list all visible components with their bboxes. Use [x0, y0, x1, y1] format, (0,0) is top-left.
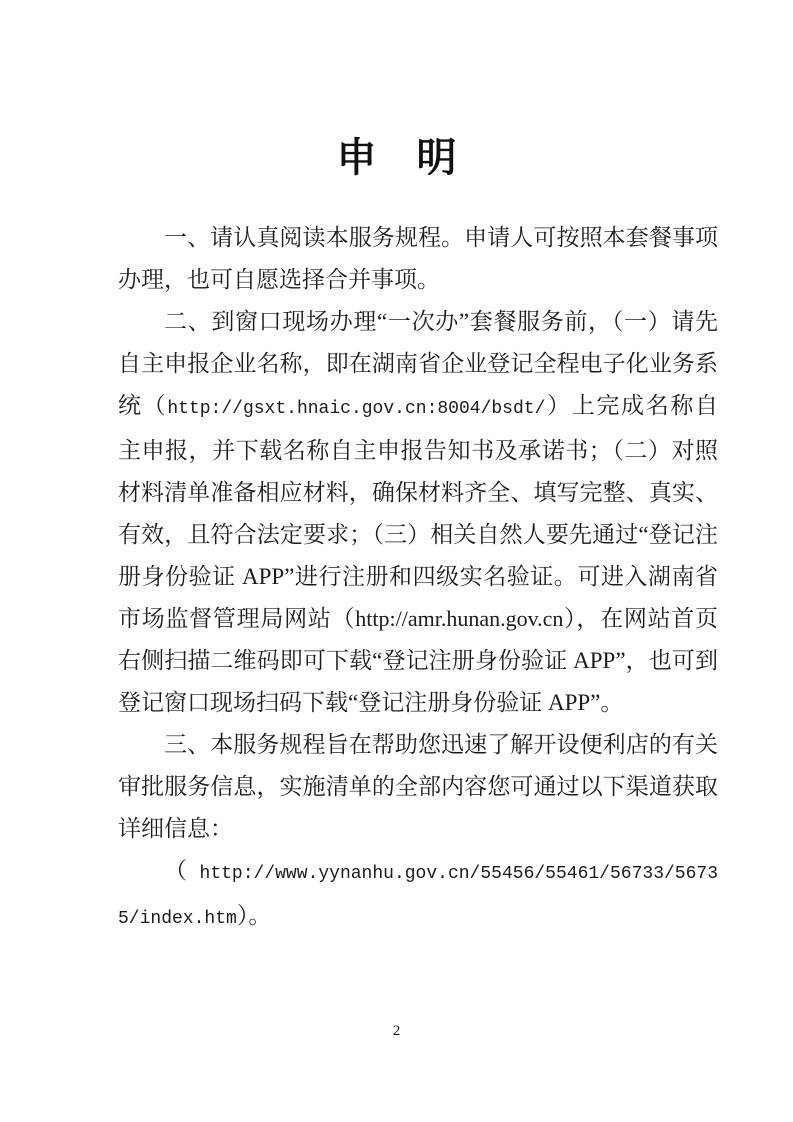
url-text: http://www.yynanhu.gov.cn/55456/55461/56733/56735/index.htm: [118, 864, 718, 929]
url-text: http://amr.hunan.gov.cn: [355, 606, 564, 631]
text-segment: 二、到窗口现场办理“一次办”套餐服务前，（一）请先自主申报企业名称，即在湖南省企业登记全程电子化业务系统（: [118, 309, 718, 418]
url-text: http://gsxt.hnaic.gov.cn:8004/bsdt/: [167, 399, 546, 419]
text-segment: （: [164, 858, 200, 883]
text-segment: APP: [547, 690, 591, 715]
text-segment: ）上完成名称自主申报，并下载名称自主申报告知书及承诺书；（二）对照材料清单准备相应材料，确保材料齐全、填写完整、真实、有效，且符合法定要求；（三）相关自然人要先通过“登记注册身份验证: [118, 393, 719, 589]
text-segment: ”进行注册和四级实名验证。可进入湖南省市场监督管理局网站（: [118, 564, 719, 631]
text-segment: ）。: [236, 903, 272, 928]
text-segment: APP: [573, 648, 616, 673]
text-segment: APP: [241, 564, 285, 589]
paragraph: [118, 850, 718, 940]
paragraph: [118, 301, 718, 724]
text-segment: ），在网站首页右侧扫描二维码即可下载“登记注册身份验证: [118, 606, 719, 673]
text-segment: 一、请认真阅读本服务规程。申请人可按照本套餐事项办理，也可自愿选择合并事项。: [118, 225, 718, 292]
page-number: 2: [392, 1023, 401, 1039]
page-title: 申 明: [336, 135, 457, 180]
text-segment: 三、本服务规程旨在帮助您迅速了解开设便利店的有关审批服务信息，实施清单的全部内容您可通过以下渠道获取详细信息：: [118, 732, 718, 841]
paragraph: [118, 217, 718, 301]
document-body: [118, 217, 718, 940]
text-segment: ”，也可到登记窗口现场扫码下载“登记注册身份验证: [118, 648, 718, 715]
text-segment: ”。: [590, 690, 624, 715]
paragraph: [118, 724, 718, 850]
